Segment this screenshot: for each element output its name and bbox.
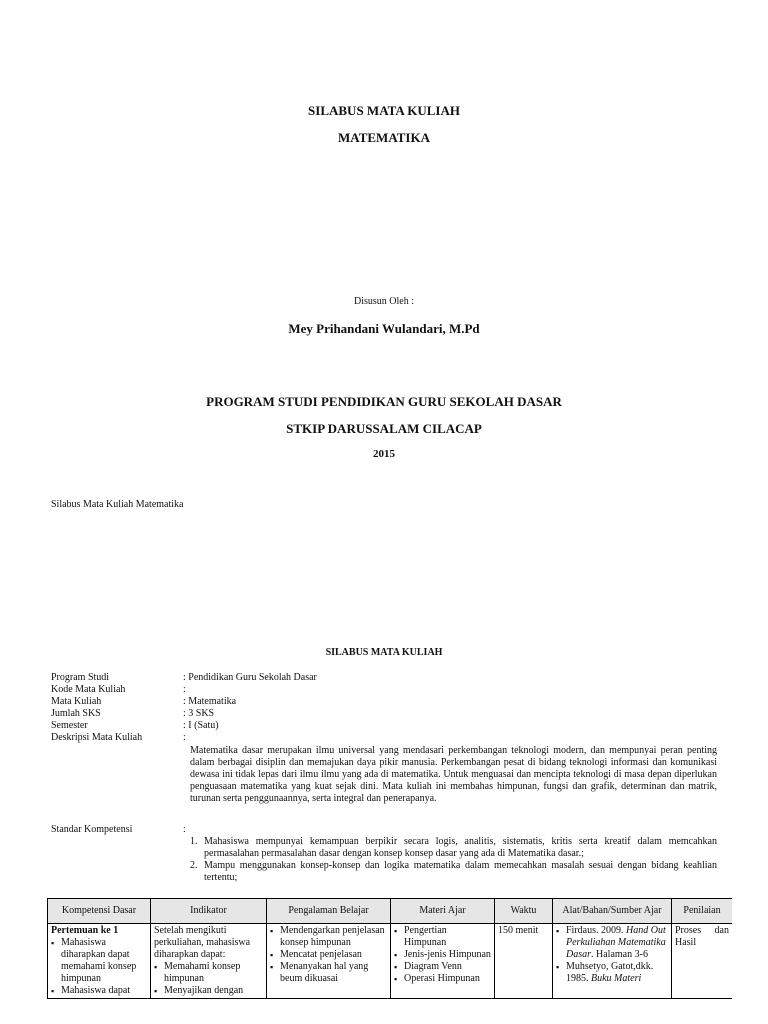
source-text: . Halaman 3-6 <box>591 949 648 960</box>
list-item <box>556 925 668 961</box>
item-text: Mahasiswa mempunyai kemampuan berpikir secara logis, analitis, sistematis, kritis serta kreatif dalam memcahkan permasalahan permasalahan dasar dengan konsep konsep dasar yang ada di Matematika dasar.; <box>204 836 717 859</box>
list-item: ▪ Mahasiswa diharapkan dapat memahami konsep himpunan <box>51 937 147 985</box>
source-title: Hand Out Perkuliahan Matematika Dasar <box>566 925 666 960</box>
meeting-title: Pertemuan ke 1 <box>51 925 119 936</box>
cover-title-line2: MATEMATIKA <box>338 130 430 145</box>
column-header: Materi Ajar <box>391 899 495 924</box>
info-label: Kode Mata Kuliah <box>51 684 126 695</box>
column-header: Pengalaman Belajar <box>267 899 391 924</box>
indikator-cell <box>151 924 267 999</box>
info-row <box>51 684 731 696</box>
waktu-cell: 150 menit <box>495 924 553 999</box>
table-header-row <box>48 899 733 924</box>
standar-kompetensi-item <box>190 836 717 860</box>
item-number: 1. <box>190 836 198 847</box>
syllabus-table-container <box>47 898 732 1024</box>
column-header: Indikator <box>151 899 267 924</box>
list-item: ▪ Pengertian Himpunan <box>394 925 491 949</box>
info-value: : 3 SKS <box>183 708 215 719</box>
item-number: 2. <box>190 860 198 871</box>
list-item: ▪ Operasi Himpunan <box>394 973 491 985</box>
info-label: Program Studi <box>51 672 110 683</box>
list-item <box>556 961 668 985</box>
sumber-ajar-cell <box>553 924 672 999</box>
source-text: Muhsetyo, Gatot,dkk. 1985. <box>566 961 654 984</box>
info-row <box>51 672 731 684</box>
source-title: Buku Materi <box>591 973 642 984</box>
item-text: Mampu menggunakan konsep-konsep dan logika matematika dalam memecahkan masalah sesuai dengan bidang keahlian tertentu; <box>204 860 717 883</box>
list-item: ▪ Diagram Venn <box>394 961 491 973</box>
materi-ajar-cell <box>391 924 495 999</box>
standar-kompetensi-list <box>190 836 717 884</box>
list-item: ▪ Mencatat penjelasan <box>270 949 387 961</box>
table-row <box>48 924 733 999</box>
list-item: ▪ Menanyakan hal yang beum dikuasai <box>270 961 387 985</box>
info-label: Deskripsi Mata Kuliah <box>51 732 143 743</box>
kompetensi-dasar-cell <box>48 924 151 999</box>
source-text: Firdaus. 2009. <box>566 925 626 936</box>
info-row <box>51 720 731 732</box>
column-header: Waktu <box>495 899 553 924</box>
column-header: Alat/Bahan/Sumber Ajar <box>553 899 672 924</box>
syllabus-heading: SILABUS MATA KULIAH <box>325 647 443 658</box>
list-item: ▪ Mahasiswa dapat <box>51 985 147 997</box>
course-description: Matematika dasar merupakan ilmu universal yang mendasari perkembangan teknologi modern, dan mempunyai peran penting dalam berbagai disiplin dan memajukan daya pikir manusia. Perkembangan pesat di bidang teknologi informasi dan komunikasi dewasa ini tidak lepas dari ilmu ilmu yang ada di matematika. Untuk menguasai dan mencipta teknologi di masa depan diperlukan penguasaan matematika yang kuat sejak dini. Mata kuliah ini membahas himpunan, fungsi dan grafik, determinan dan matrik, turunan serta penggunaannya, serta integral dan penerapanya. <box>190 745 717 804</box>
list-item: ▪ Jenis-jenis Himpunan <box>394 949 491 961</box>
standar-kompetensi-colon: : <box>183 824 186 835</box>
course-info <box>51 672 731 744</box>
year: 2015 <box>373 448 395 460</box>
indikator-intro: Setelah mengikuti perkuliahan, mahasiswa diharapkan dapat: <box>154 925 251 960</box>
pengalaman-belajar-cell <box>267 924 391 999</box>
prepared-by-label: Disusun Oleh : <box>354 296 414 307</box>
penilaian-cell: Proses dan Hasil <box>672 924 733 999</box>
cover-title-line1: SILABUS MATA KULIAH <box>308 103 460 118</box>
info-value: : I (Satu) <box>183 720 219 731</box>
info-value: : Pendidikan Guru Sekolah Dasar <box>183 672 317 683</box>
info-label: Jumlah SKS <box>51 708 101 719</box>
info-label: Mata Kuliah <box>51 696 102 707</box>
program-name: PROGRAM STUDI PENDIDIKAN GURU SEKOLAH DASAR <box>206 394 562 409</box>
institution-name: STKIP DARUSSALAM CILACAP <box>286 421 482 436</box>
info-label: Semester <box>51 720 88 731</box>
info-row <box>51 708 731 720</box>
standar-kompetensi-label: Standar Kompetensi <box>51 824 133 835</box>
info-value: : <box>183 732 186 743</box>
list-item: ▪ Memahami konsep himpunan <box>154 961 263 985</box>
column-header: Kompetensi Dasar <box>48 899 151 924</box>
info-value: : <box>183 684 186 695</box>
info-row <box>51 696 731 708</box>
standar-kompetensi-item <box>190 860 717 884</box>
syllabus-table <box>47 898 732 999</box>
author-name: Mey Prihandani Wulandari, M.Pd <box>288 321 480 336</box>
running-header: Silabus Mata Kuliah Matematika <box>51 499 184 510</box>
info-row <box>51 732 731 744</box>
list-item: ▪ Menyajikan dengan <box>154 985 263 997</box>
list-item: ▪ Mendengarkan penjelasan konsep himpunan <box>270 925 387 949</box>
info-value: : Matematika <box>183 696 237 707</box>
column-header: Penilaian <box>672 899 733 924</box>
